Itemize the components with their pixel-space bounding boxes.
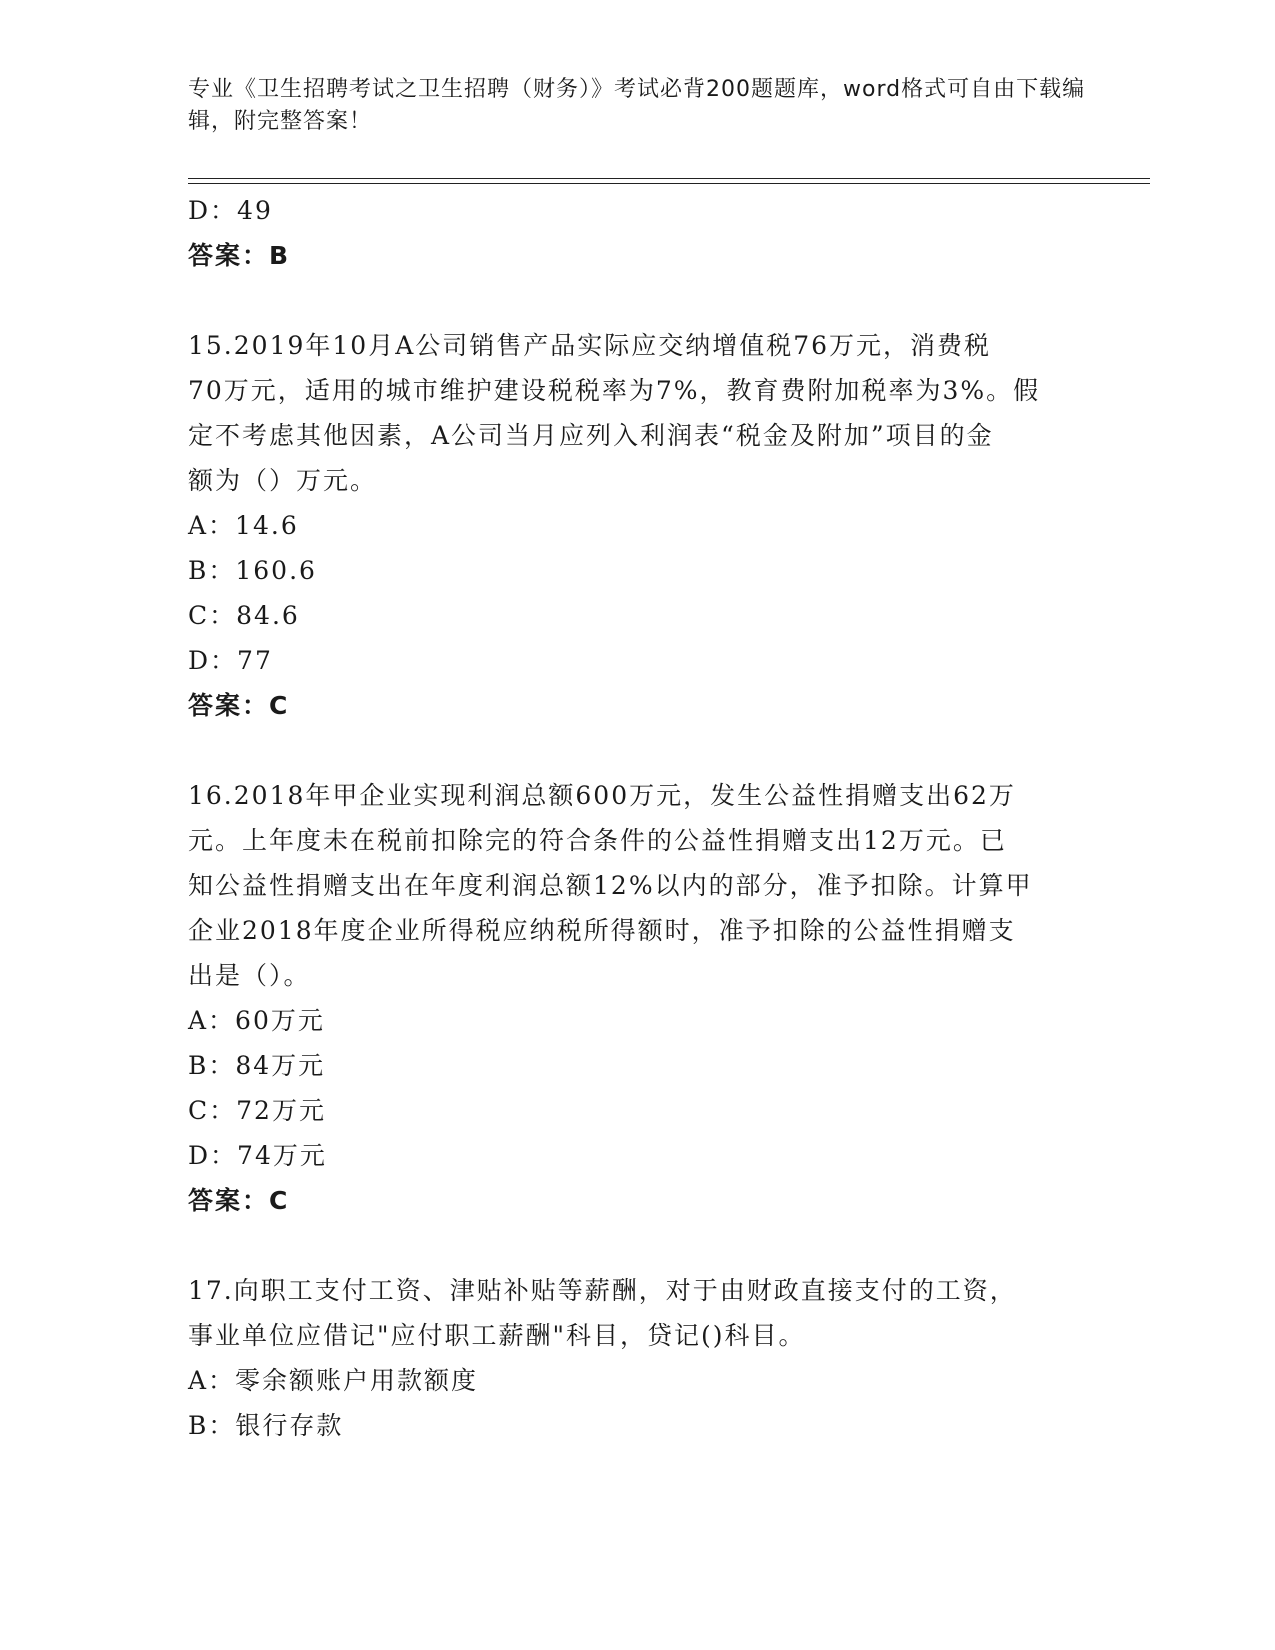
question-text-line: 出是（）。 <box>188 961 311 990</box>
option-d: D：77 <box>188 646 273 675</box>
option-d: D：74万元 <box>188 1141 327 1170</box>
question-16 <box>188 773 1088 1223</box>
question-text-line: 16.2018年甲企业实现利润总额600万元，发生公益性捐赠支出62万 <box>188 781 1016 810</box>
answer-line: 答案：C <box>188 691 290 720</box>
option-a: A：14.6 <box>188 511 299 540</box>
question-15 <box>188 323 1088 728</box>
option-a: A：零余额账户用款额度 <box>188 1366 479 1395</box>
document-header <box>188 74 1088 138</box>
answer-line: 答案：C <box>188 1186 290 1215</box>
document-body <box>188 188 1088 1448</box>
option-c: C：84.6 <box>188 601 300 630</box>
question-text-line: 15.2019年10月A公司销售产品实际应交纳增值税76万元，消费税 <box>188 331 992 360</box>
question-text-line: 知公益性捐赠支出在年度利润总额12%以内的部分，准予扣除。计算甲 <box>188 871 1033 900</box>
option-c: C：72万元 <box>188 1096 326 1125</box>
question-text-line: 17.向职工支付工资、津贴补贴等薪酬，对于由财政直接支付的工资， <box>188 1276 1017 1305</box>
header-title: 专业《卫生招聘考试之卫生招聘（财务）》考试必背200题题库，word格式可自由下载编辑，附完整答案！ <box>188 77 1086 134</box>
answer-line: 答案：B <box>188 241 291 270</box>
option-b: B：银行存款 <box>188 1411 344 1440</box>
question-text-line: 定不考虑其他因素，A公司当月应列入利润表“税金及附加”项目的金 <box>188 421 994 450</box>
question-text-line: 企业2018年度企业所得税应纳税所得额时，准予扣除的公益性捐赠支 <box>188 916 1016 945</box>
question-text-line: 70万元，适用的城市维护建设税税率为7%，教育费附加税率为3%。假 <box>188 376 1041 405</box>
question-text-line: 事业单位应借记"应付职工薪酬"科目，贷记()科目。 <box>188 1321 806 1350</box>
question-text-line: 额为（）万元。 <box>188 466 378 495</box>
header-divider-top <box>188 178 1150 179</box>
option-b: B：160.6 <box>188 556 317 585</box>
question-text-line: 元。上年度未在税前扣除完的符合条件的公益性捐赠支出12万元。已 <box>188 826 1007 855</box>
option-b: B：84万元 <box>188 1051 326 1080</box>
option-a: A：60万元 <box>188 1006 325 1035</box>
header-divider-bottom <box>188 183 1150 184</box>
question-17 <box>188 1268 1088 1448</box>
option-line: D：49 <box>188 196 273 225</box>
